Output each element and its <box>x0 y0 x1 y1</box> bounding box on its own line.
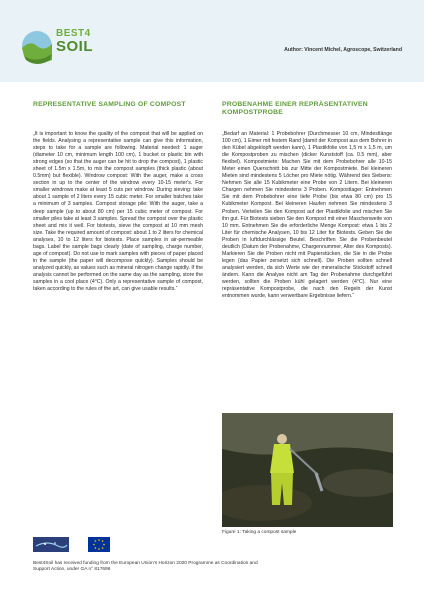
body-english: „It is important to know the quality of the compost that will be applied on the fields. Analysing a representative sample can give this information, steps to take for a sample are following. Material needed: 1 auger (diameter 10 cm, minimum length 100 cm), 1 bucket or plastic bin with strong edges (so that the auger can be hit to drop the compost), 1 plastic sheet of 1.5m x 1.5m, to mix the compost samples (thick plastic (about 0.5mm) but flexible). Windrow compost: With the auger, make a cross section in up to the center of the windrow every 10-15 meter's. For smaller windrows make at least 5 cuts per windrow. During sieving: take about 1 sample of 2 liters every 15 cubic meter. For smaller batches take a minimum of 3 samples. Compost storage pile: With the auger, take a deep sample (up to about 80 cm) per 15 cubic meter of compost. For smaller piles take at least 3 samples. Spread the compost over the plastic sheet and mix it well. For biotests, sieve the compost at 10 mm mesh size. Take the required amount of compost: about 1 to 2 liters for chemical analyses, 10 to 12 liters for biotests. Place samples in air-permeable bags. Label the sample bags clearly (date of sampling, charge number, age of compost). Do not use to mark samples with pieces of paper placed in the sample (the paper will decompose quickly). Samples should be analyzed quickly, as values such as mineral nitrogen change rapidly. If the analysis cannot be performed on the same day as the sampling, store the samples in a cool place (4°C). Only a representative sample of compost, taken according to the rules of the art, can give usable results.“ <box>33 131 203 293</box>
figure-caption: Figure 1: Taking a compost sample <box>222 530 297 535</box>
heading-english: REPRESENTATIVE SAMPLING OF COMPOST <box>33 101 186 108</box>
heading-german: PROBENAHME EINER REPRÄSENTATIVEN KOMPOSTPROBE <box>222 101 368 116</box>
author-line: Author: Vincent Michel, Agroscope, Switzerland <box>284 47 402 53</box>
body-german: „Bedarf an Material: 1 Probebohrer (Durchmesser 10 cm, Mindestlänge 100 cm), 1 Eimer mit festem Rand (damit der Kompost aus dem Bohrer in den Kübel abgeklopft werden kann), 1 Plastikfolie von 1,5 m x 1,5 m, um die Kompostproben zu mischen (dicker Kunststoff (ca. 0.5 mm), aber flexibel). Kompostmiete: Machen Sie mit dem Probebohrer alle 10-15 Meter einen Querschnitt bis zur Mitte der Kompostmiete. Bei kleineren Mieten sind mindestens 5 Löcher pro Miete nötig. Während des Siebens: Nehmen Sie alle 15 Kubikmeter eine Probe von 2 Litern. Bei kleineren Chargen nehmen Sie mindestens 3 Proben. Kompostlager: Entnehmen Sie mit dem Probebohrer eine tiefe Probe (bis etwa 80 cm) pro 15 Kubikmeter Kompost. Bei kleineren Haufen nehmen Sie mindestens 3 Proben. Verteilen Sie den Kompost auf der Plastikfolie und mischen Sie ihn gut. Für Biotests sieben Sie den Kompost mit einer Maschenweite von 10 mm. Entnehmen Sie die erforderliche Menge Kompost: etwa 1 bis 2 Liter für chemische Analysen, 10 bis 12 Liter für Biotests. Geben Sie die Proben in luftdurchlässige Beutel. Beschriften Sie die Probenbeutel deutlich (Datum der Probenahme, Chargennummer, Alter des Komposts). Markieren Sie die Proben nicht mit Papierstücken, die Sie in die Probe legen (das Papier zersetzt sich schnell). Die Proben sollten schnell analysiert werden, da sich Werte wie der mineralische Stickstoff schnell ändern. Kann die Analyse nicht am Tag der Probenahme durchgeführt werden, sollten die Proben kühl gelagert werden (4°C). Nur eine repräsentative Kompostprobe, die nach den Regeln der Kunst entnommen wurde, kann verwertbare Ergebnisse liefern.“ <box>222 131 392 300</box>
logo-line1: BEST4 <box>56 28 91 39</box>
funding-flags <box>33 537 127 552</box>
compost-sampling-photo <box>222 413 393 527</box>
logo-line2: SOIL <box>56 38 94 55</box>
logo-text <box>56 29 93 54</box>
funding-statement: Best4Soil has received funding from the European Union's Horizon 2020 Programme as Coordination and Support Action, under GA n° 817696 <box>33 561 258 573</box>
